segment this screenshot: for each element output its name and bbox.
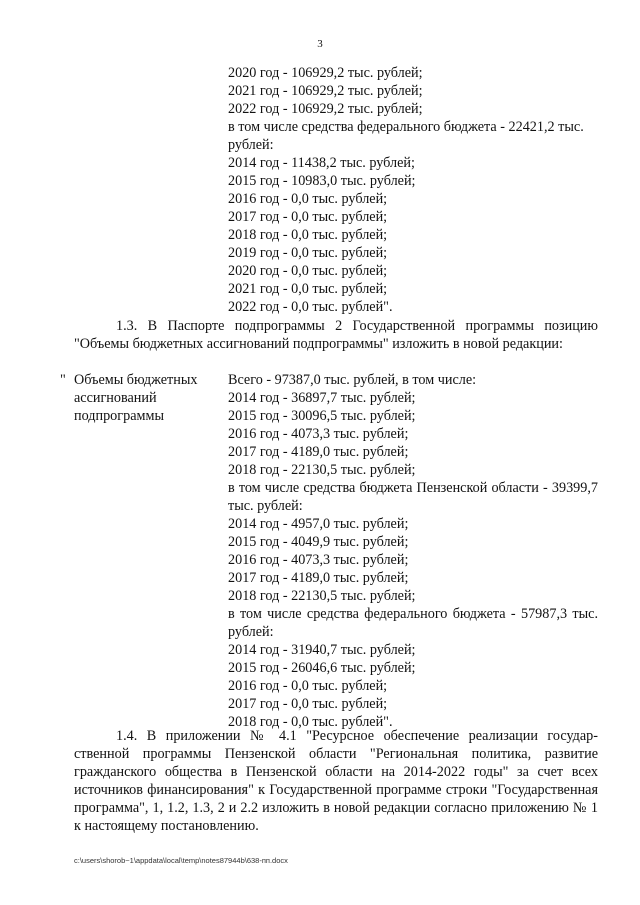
funding-line: 2015 год - 10983,0 тыс. рублей; (228, 173, 416, 189)
opening-quote: " (60, 372, 66, 388)
year-line: 2015 год - 4049,9 тыс. рублей; (228, 534, 409, 550)
year-line: 2017 год - 4189,0 тыс. рублей; (228, 444, 409, 460)
federal-budget-line: в том числе средства федерального бюджета - 22421,2 тыс. рублей: (228, 119, 584, 153)
funding-line: 2021 год - 0,0 тыс. рублей; (228, 281, 388, 297)
regional-budget-line: в том числе средства бюджета Пензенской области - 39399,7 тыс. рублей: (228, 480, 598, 514)
funding-line: 2020 год - 0,0 тыс. рублей; (228, 263, 388, 279)
funding-line: 2021 год - 106929,2 тыс. рублей; (228, 83, 423, 99)
table-label: Объемы бюджетных ассигнований подпрограммы (74, 372, 198, 424)
federal-budget-line: в том числе средства федерального бюджета - 57987,3 тыс. рублей: (228, 606, 598, 640)
paragraph-1-4: 1.4. В приложении № 4.1 "Ресурсное обеспечение реализации государ-ственной программы Пензенской области "Региональная политика, развитие гражданского общества в Пензенской области на 2014-2022 годы" за счет всех источников финансирования" к Государственной программе строки "Государственная программа", 1, 1.2, 1.3, 2 и 2.2 изложить в новой редакции согласно приложению № 1 к настоящему постановлению. (74, 728, 598, 834)
year-line: 2014 год - 4957,0 тыс. рублей; (228, 516, 409, 532)
funding-line: 2022 год - 106929,2 тыс. рублей; (228, 101, 423, 117)
funding-line: 2022 год - 0,0 тыс. рублей". (228, 299, 393, 315)
funding-line: 2019 год - 0,0 тыс. рублей; (228, 245, 388, 261)
year-line: 2014 год - 31940,7 тыс. рублей; (228, 642, 416, 658)
total-line: Всего - 97387,0 тыс. рублей, в том числе: (228, 372, 477, 388)
funding-line: 2016 год - 0,0 тыс. рублей; (228, 191, 388, 207)
year-line: 2017 год - 0,0 тыс. рублей; (228, 696, 388, 712)
table-values-cell (228, 371, 598, 731)
funding-line: 2017 год - 0,0 тыс. рублей; (228, 209, 388, 225)
year-line: 2014 год - 36897,7 тыс. рублей; (228, 390, 416, 406)
year-line: 2018 год - 0,0 тыс. рублей". (228, 714, 393, 730)
year-line: 2018 год - 22130,5 тыс. рублей; (228, 588, 416, 604)
year-line: 2015 год - 30096,5 тыс. рублей; (228, 408, 416, 424)
year-line: 2016 год - 4073,3 тыс. рублей; (228, 552, 409, 568)
year-line: 2015 год - 26046,6 тыс. рублей; (228, 660, 416, 676)
funding-line: 2014 год - 11438,2 тыс. рублей; (228, 155, 415, 171)
year-line: 2017 год - 4189,0 тыс. рублей; (228, 570, 409, 586)
paragraph-1-3: 1.3. В Паспорте подпрограммы 2 Государственной программы позицию "Объемы бюджетных ассигнований подпрограммы" изложить в новой редакции: (74, 318, 598, 352)
year-line: 2016 год - 4073,3 тыс. рублей; (228, 426, 409, 442)
file-path-footer: c:\users\shorob~1\appdata\local\temp\notes87944b\638-пп.docx (74, 856, 288, 865)
funding-list-continued (228, 64, 598, 316)
funding-line: 2020 год - 106929,2 тыс. рублей; (228, 65, 423, 81)
year-line: 2018 год - 22130,5 тыс. рублей; (228, 462, 416, 478)
funding-line: 2018 год - 0,0 тыс. рублей; (228, 227, 388, 243)
year-line: 2016 год - 0,0 тыс. рублей; (228, 678, 388, 694)
page-number: 3 (317, 38, 323, 50)
